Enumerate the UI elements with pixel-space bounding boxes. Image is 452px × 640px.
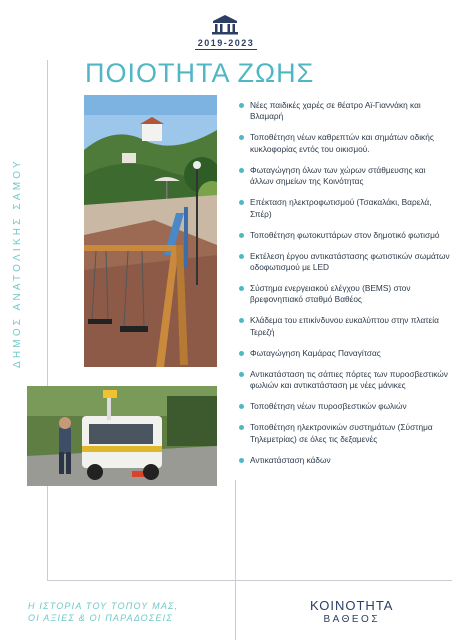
- bullet-icon: [239, 135, 244, 140]
- footer-divider-line: [235, 480, 236, 640]
- list-item: [238, 348, 450, 359]
- bullet-icon: [239, 404, 244, 409]
- community-label: ΚΟΙΝΟΤΗΤΑ: [310, 598, 394, 613]
- list-item: [238, 100, 450, 123]
- list-item: [238, 369, 450, 392]
- list-item-text: Τοποθέτηση νέων πυροσβεστικών φωλιών: [250, 401, 407, 412]
- bullet-icon: [239, 233, 244, 238]
- list-item: [238, 283, 450, 306]
- list-item: [238, 230, 450, 241]
- list-item-text: Τοποθέτηση φωτοκυττάρων στον δημοτικό φωτισμό: [250, 229, 440, 240]
- playground-photo: [84, 95, 217, 367]
- list-item-text: Τοποθέτηση νέων καθρεπτών και σημάτων οδικής κυκλοφορίας εντός του οικισμού.: [250, 132, 434, 154]
- bullet-icon: [239, 103, 244, 108]
- community-name: [310, 598, 393, 625]
- list-item-text: Σύστημα ενεργειακού ελέγχου (BEMS) στον βρεφονηπιακό σταθμό Βαθέος: [250, 283, 411, 305]
- bullet-icon: [239, 458, 244, 463]
- list-item-text: Επέκταση ηλεκτροφωτισμού (Τσακαλάκι, Βαρελά, Σπέρ): [250, 197, 432, 219]
- bullet-icon: [239, 254, 244, 259]
- list-item: [238, 251, 450, 274]
- list-item-text: Φωταγώγηση όλων των χώρων στάθμευσης και άλλων σημείων της Κοινότητας: [250, 164, 426, 187]
- list-item-text: Φωταγώγηση Καμάρας Παναγίτσας: [250, 347, 381, 358]
- municipal-building-icon: [210, 14, 240, 36]
- frame-horizontal-line: [47, 580, 452, 581]
- bullet-icon: [239, 286, 244, 291]
- list-item-text: Αντικατάσταση κάδων: [250, 454, 331, 465]
- list-item: [238, 197, 450, 220]
- footer-tagline-line-1: Η ΙΣΤΟΡΙΑ ΤΟΥ ΤΟΠΟΥ ΜΑΣ,: [28, 601, 179, 611]
- list-item-text: Αντικατάσταση τις σάπιες πόρτες των πυροσβεστικών φωλιών και αντικατάσταση με νέες μάνικες: [250, 368, 448, 391]
- list-item: [238, 422, 450, 445]
- bullet-icon: [239, 318, 244, 323]
- years-label: 2019-2023: [197, 38, 255, 48]
- quality-of-life-list: [238, 100, 450, 476]
- footer-tagline-line-2: ΟΙ ΑΞΙΕΣ & ΟΙ ΠΑΡΑΔΟΣΕΙΣ: [28, 613, 173, 623]
- frame-vertical-line: [47, 60, 48, 580]
- municipality-vertical-label: ΔΗΜΟΣ ΑΝΑΤΟΛΙΚΗΣ ΣΑΜΟΥ: [12, 158, 23, 368]
- utility-truck-photo: [27, 386, 217, 486]
- list-item: [238, 315, 450, 338]
- list-item-text: Κλάδεμα του επικίνδυνου ευκαλύπτου στην πλατεία Τερεζή: [250, 315, 439, 337]
- years-underline: [195, 49, 257, 50]
- list-item: [238, 401, 450, 412]
- page-title: ΠΟΙΟΤΗΤΑ ΖΩΗΣ: [85, 58, 315, 88]
- bullet-icon: [239, 200, 244, 205]
- list-item: [238, 455, 450, 466]
- bullet-icon: [239, 351, 244, 356]
- list-item: [238, 165, 450, 188]
- bullet-icon: [239, 425, 244, 430]
- footer-tagline: [28, 600, 178, 624]
- list-item-text: Τοποθέτηση ηλεκτρονικών συστημάτων (Σύστημα Τηλεμετρίας) σε όλες τις δεξαμενές: [250, 422, 433, 444]
- community-place: ΒΑΘΕΟΣ: [323, 614, 381, 625]
- list-item-text: Νέες παιδικές χαρές σε θέατρο Αϊ-Γιαννάκη και Βλαμαρή: [250, 100, 421, 122]
- list-item-text: Εκτέλεση έργου αντικατάστασης φωτιστικών σωμάτων οδοφωτισμού με LED: [250, 250, 450, 273]
- list-item: [238, 132, 450, 155]
- bullet-icon: [239, 372, 244, 377]
- bullet-icon: [239, 168, 244, 173]
